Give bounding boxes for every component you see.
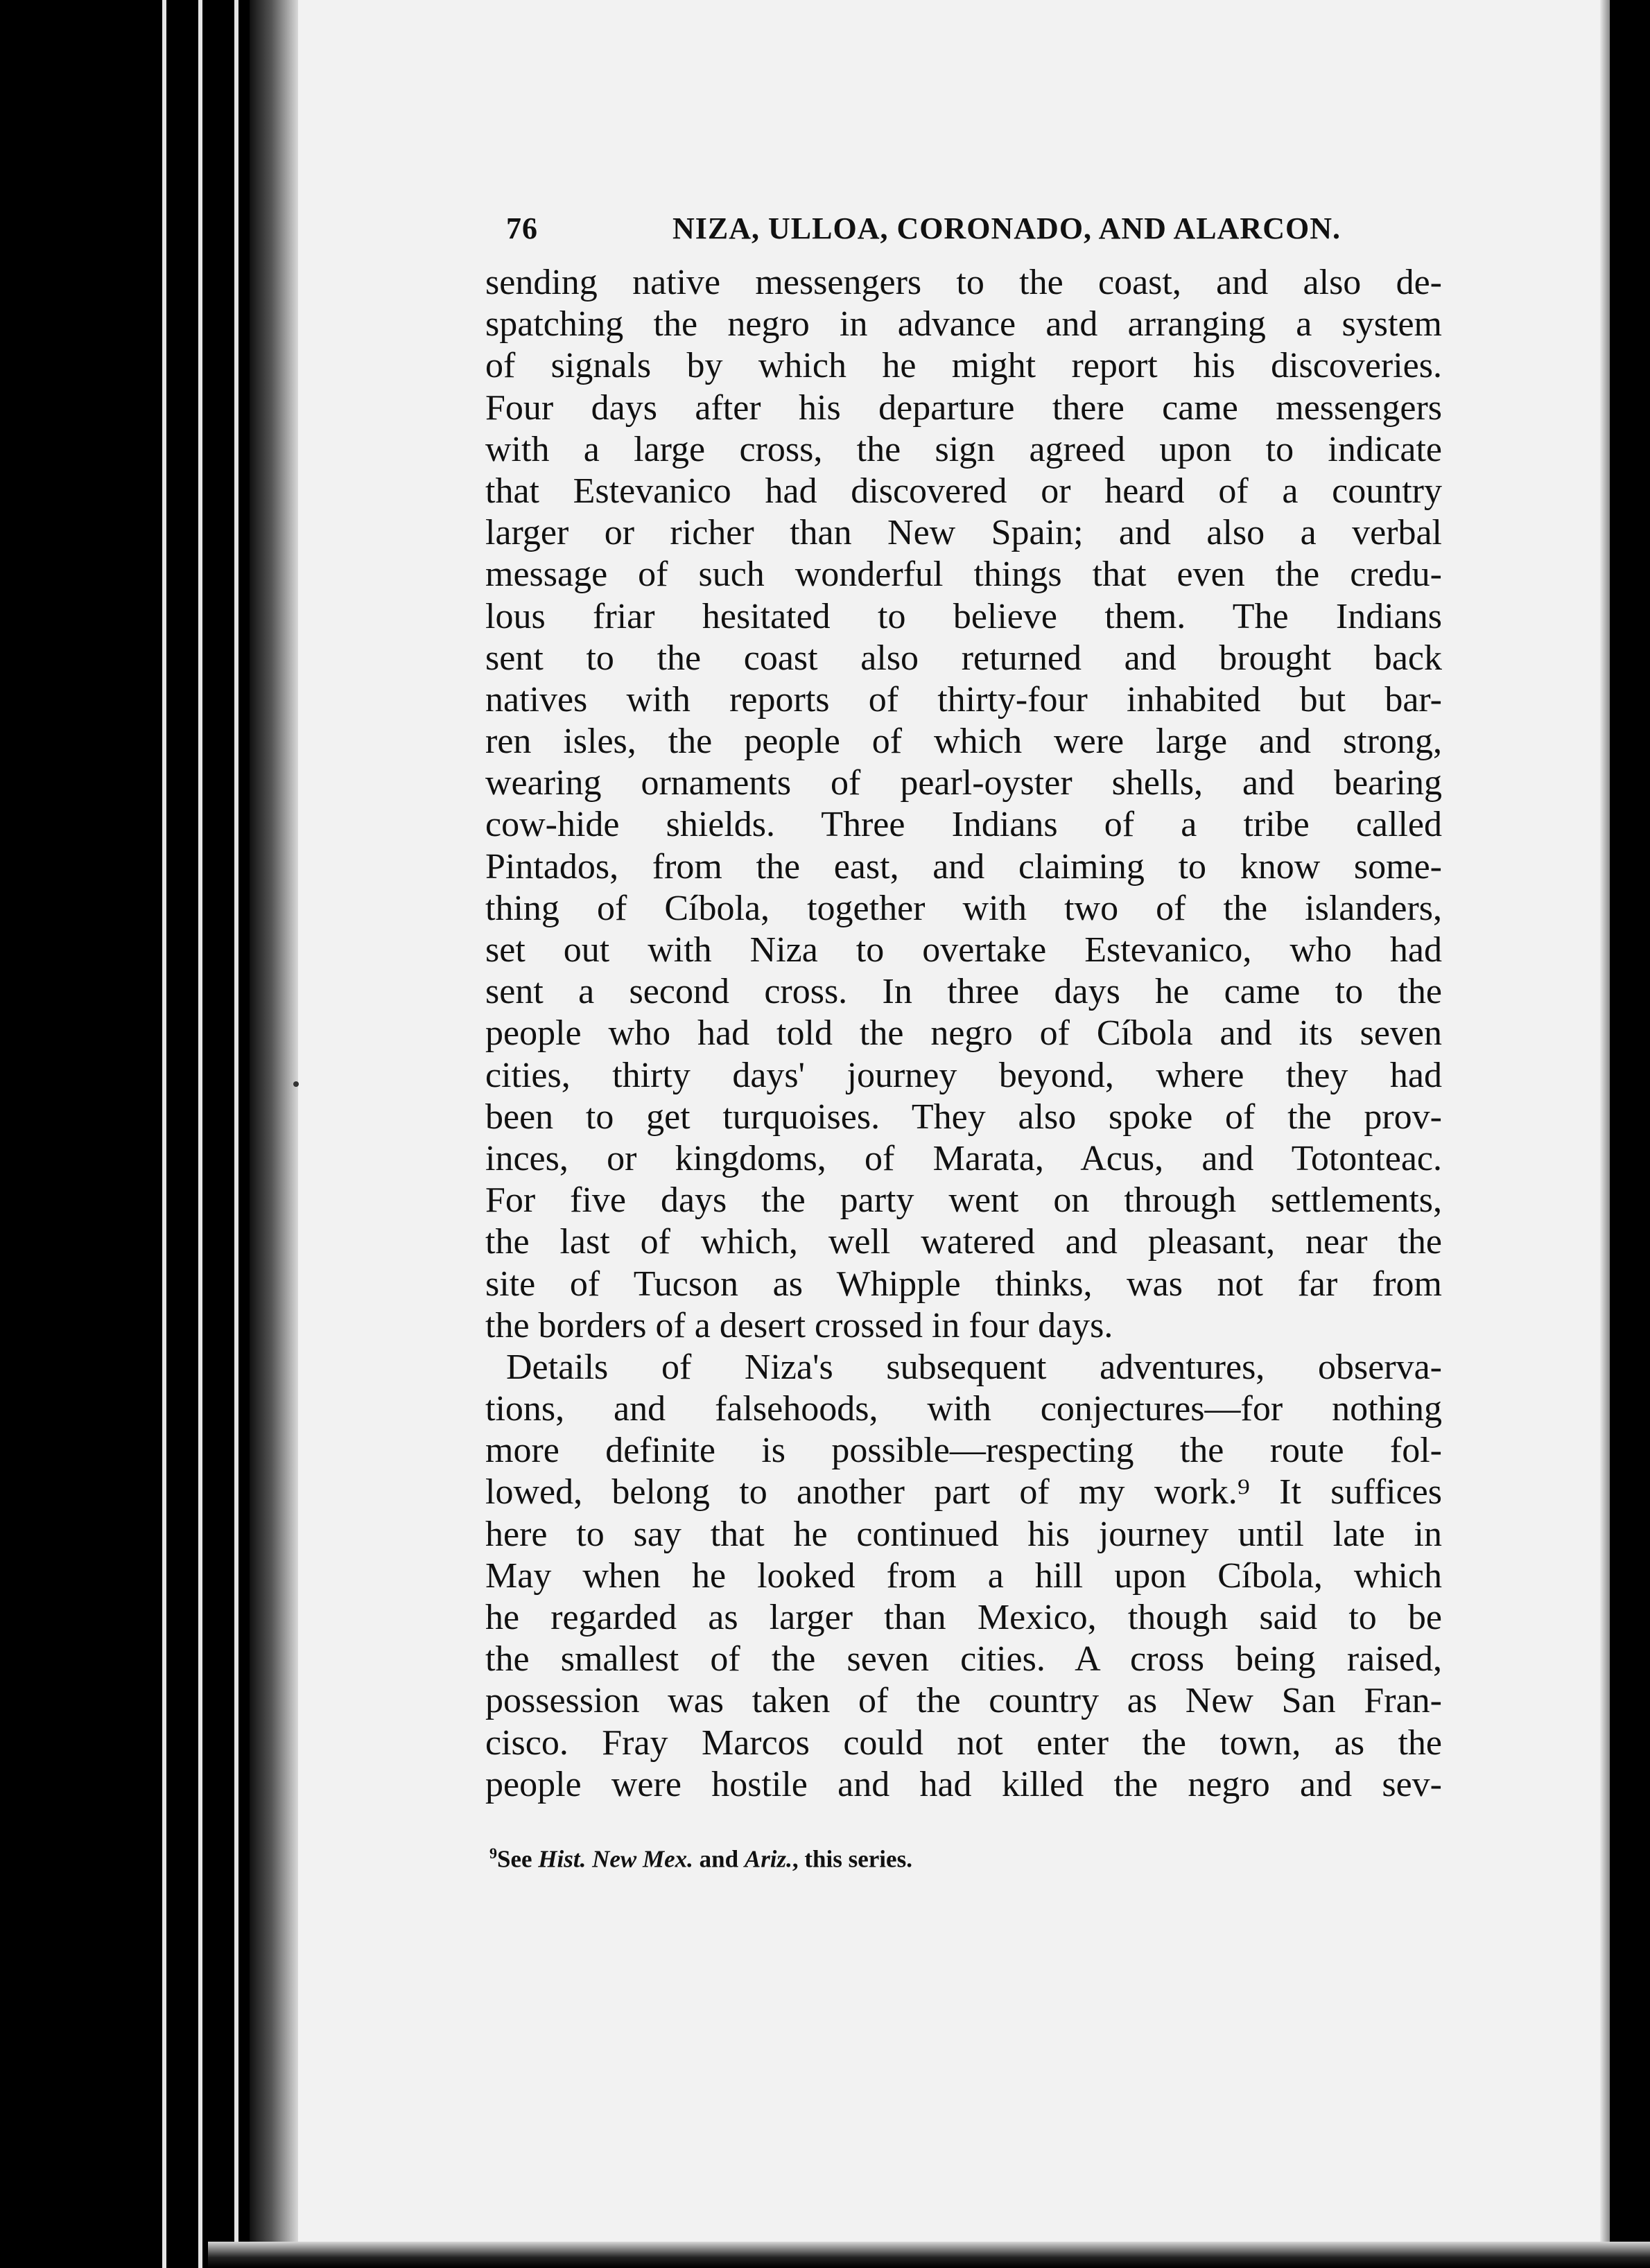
text-line: Four days after his departure there came messengers: [485, 387, 1442, 428]
text-line: here to say that he continued his journey until late in: [485, 1514, 1442, 1554]
text-line: the last of which, well watered and pleasant, near the: [485, 1222, 1442, 1262]
text-line: the borders of a desert crossed in four days.: [485, 1305, 1113, 1345]
bottom-scan-border: [208, 2242, 1650, 2268]
text-line: the smallest of the seven cities. A cross being raised,: [485, 1639, 1442, 1680]
text-line: been to get turquoises. They also spoke of the prov-: [485, 1097, 1442, 1137]
text-line: of signals by which he might report his discoveries.: [485, 346, 1442, 386]
text-line: set out with Niza to overtake Estevanico, who had: [485, 930, 1442, 970]
text-line: people were hostile and had killed the negro and sev-: [485, 1764, 1442, 1804]
right-page-edge-shade: [1600, 0, 1610, 2268]
book-spine-shadow: [0, 0, 132, 2268]
text-line: cisco. Fray Marcos could not enter the town, as the: [485, 1722, 1442, 1763]
text-line: sent to the coast also returned and brought back: [485, 638, 1442, 678]
text-line: possession was taken of the country as New San Fran-: [485, 1681, 1442, 1721]
gutter-shadow: [250, 0, 298, 2268]
text-line: May when he looked from a hill upon Cíbola, which: [485, 1555, 1442, 1596]
text-line: thing of Cíbola, together with two of the islanders,: [485, 888, 1442, 928]
footnote: [485, 1844, 1442, 1874]
margin-speck: [293, 1081, 299, 1087]
footnote-ref-new-mexico: Hist. New Mex.: [538, 1845, 693, 1873]
text-line: natives with reports of thirty-four inhabited but bar-: [485, 679, 1442, 719]
running-title: NIZA, ULLOA, CORONADO, AND ALARCON.: [672, 211, 1341, 245]
page-number: 76: [506, 211, 538, 245]
text-line: ren isles, the people of which were large and strong,: [485, 722, 1442, 762]
text-line: sent a second cross. In three days he came to the: [485, 972, 1442, 1012]
text-line: larger or richer than New Spain; and also a verbal: [485, 513, 1442, 553]
right-scan-border: [1610, 0, 1650, 2268]
text-line: cities, thirty days' journey beyond, where they had: [485, 1055, 1442, 1095]
footnote-middle: and: [693, 1845, 745, 1873]
text-line: with a large cross, the sign agreed upon to indicate: [485, 429, 1442, 469]
text-line: more definite is possible—respecting the route fol-: [485, 1431, 1442, 1471]
text-line: inces, or kingdoms, of Marata, Acus, and Totonteac.: [485, 1138, 1442, 1178]
text-line: sending native messengers to the coast, and also de-: [485, 263, 1442, 302]
page-content: [485, 208, 1442, 1874]
footnote-ref-arizona: Ariz.: [744, 1845, 792, 1873]
text-line: Pintados, from the east, and claiming to know some-: [485, 846, 1442, 887]
running-head: [485, 208, 1442, 256]
footnote-suffix: , this series.: [792, 1845, 912, 1873]
text-line: he regarded as larger than Mexico, though said to be: [485, 1598, 1442, 1637]
text-line: lowed, belong to another part of my work.⁹ It suffices: [485, 1472, 1442, 1512]
text-line: wearing ornaments of pearl-oyster shells, and bearing: [485, 763, 1442, 803]
text-line: spatching the negro in advance and arranging a system: [485, 304, 1442, 344]
body-text: [485, 262, 1442, 1806]
text-line: For five days the party went on through settlements,: [485, 1180, 1442, 1221]
text-line: tions, and falsehoods, with conjectures—for nothing: [485, 1389, 1442, 1429]
text-line: people who had told the negro of Cíbola and its seven: [485, 1013, 1442, 1054]
text-line: site of Tucson as Whipple thinks, was not far from: [485, 1264, 1442, 1304]
footnote-marker: 9: [489, 1844, 497, 1862]
footnote-prefix: See: [497, 1845, 539, 1873]
text-line: message of such wonderful things that even the credu-: [485, 555, 1442, 595]
paragraph-start-line: Details of Niza's subsequent adventures, observa-: [506, 1347, 1442, 1387]
text-line: cow-hide shields. Three Indians of a tribe called: [485, 805, 1442, 845]
text-line: that Estevanico had discovered or heard of a country: [485, 471, 1442, 511]
text-line: lous friar hesitated to believe them. The Indians: [485, 596, 1442, 636]
